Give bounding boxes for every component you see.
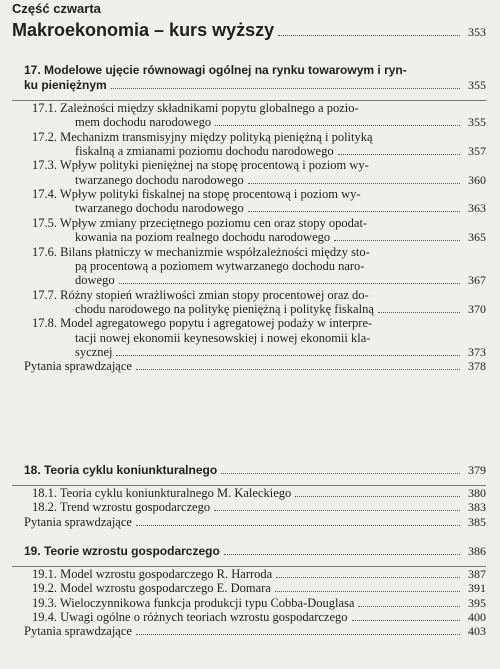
entry-text: 18. Teoria cyklu koniunkturalnego	[24, 463, 218, 477]
section-entry	[75, 331, 370, 345]
page-number: 365	[468, 230, 486, 245]
section-entry	[32, 500, 486, 515]
dot-leader	[215, 124, 460, 126]
entry-text: ku pieniężnym	[24, 78, 107, 92]
entry-text: 18.2. Trend wzrostu gospodarczego	[32, 500, 211, 515]
page-number: 355	[468, 78, 486, 92]
section-entry	[32, 596, 486, 611]
entry-text: 17.1. Zależności między składnikami popytu globalnego a pozio-	[32, 101, 359, 115]
section-entry	[75, 345, 486, 360]
dot-leader	[136, 524, 460, 526]
review-questions-entry	[24, 515, 486, 530]
page-number: 403	[468, 624, 486, 639]
section-entry	[75, 144, 486, 159]
section-entry	[75, 273, 486, 288]
dot-leader	[136, 633, 460, 635]
section-entry	[75, 201, 486, 216]
page-number: 370	[468, 301, 486, 316]
page-number: 391	[468, 581, 486, 596]
section-entry	[32, 187, 361, 201]
chapter-title	[24, 78, 486, 93]
entry-text: 19. Teorie wzrostu gospodarczego	[24, 544, 220, 558]
page-number: 357	[468, 144, 486, 159]
dot-leader	[352, 619, 460, 621]
section-entry	[32, 288, 369, 302]
dot-leader	[248, 210, 460, 212]
dot-leader	[214, 509, 460, 511]
section-entry	[32, 316, 372, 330]
section-entry	[75, 115, 486, 130]
dot-leader	[136, 368, 460, 370]
entry-text: Pytania sprawdzające	[24, 514, 132, 529]
section-entry	[75, 230, 486, 245]
entry-text: 19.3. Wieloczynnikowa funkcja produkcji typu Cobba-Douglasa	[32, 595, 355, 610]
dot-leader	[334, 239, 460, 241]
section-entry	[32, 486, 486, 501]
entry-text: sycznej	[75, 344, 113, 359]
page-number: 383	[468, 500, 486, 515]
page-number: 386	[468, 544, 486, 558]
page-number: 355	[468, 115, 486, 130]
page-number: 385	[468, 514, 486, 529]
dot-leader	[248, 182, 460, 184]
dot-leader	[119, 282, 460, 284]
review-questions-entry	[24, 359, 486, 374]
entry-text: 17. Modelowe ujęcie równowagi ogólnej na rynku towarowym i ryn-	[24, 63, 407, 77]
chapter-title	[24, 463, 486, 478]
entry-text: 17.5. Wpływ zmiany przeciętnego poziomu cen oraz stopy opodat-	[32, 215, 368, 230]
entry-text: twarzanego dochodu narodowego	[75, 201, 244, 216]
dot-leader	[278, 34, 460, 36]
dot-leader	[338, 153, 460, 155]
entry-text: 17.3. Wpływ polityki pieniężnej na stopę procentową i poziom wy-	[32, 158, 369, 173]
part-title-row	[12, 20, 486, 41]
dot-leader	[221, 472, 460, 474]
page-number: 373	[468, 344, 486, 359]
entry-text: mem dochodu narodowego	[75, 115, 212, 130]
page-number: 400	[468, 610, 486, 625]
page-number: 380	[468, 486, 486, 500]
entry-text: 17.6. Bilans płatniczy w mechanizmie współzależności między sto-	[32, 244, 370, 259]
entry-text: 19.1. Model wzrostu gospodarczego R. Harroda	[32, 567, 273, 581]
review-questions-entry	[24, 624, 486, 639]
entry-text: 18.1. Teoria cyklu koniunkturalnego M. Kaleckiego	[32, 486, 292, 500]
section-entry	[32, 158, 369, 172]
entry-text: chodu narodowego na politykę pieniężną i politykę fiskalną	[75, 301, 374, 316]
part-label: Część czwarta	[12, 1, 101, 16]
dot-leader	[275, 590, 460, 592]
section-entry	[32, 581, 486, 596]
page-number: 379	[468, 463, 486, 477]
entry-text: Pytania sprawdzające	[24, 359, 132, 374]
part-title: Makroekonomia – kurs wyższy	[12, 20, 275, 40]
entry-text: fiskalną a zmianami poziomu dochodu narodowego	[75, 144, 334, 159]
section-entry	[32, 567, 486, 582]
section-entry	[32, 610, 486, 625]
dot-leader	[224, 553, 460, 555]
entry-text: dowego	[75, 273, 115, 288]
entry-text: tacji nowej ekonomii keynesowskiej i nowej ekonomii kla-	[75, 330, 371, 345]
entry-text: 19.2. Model wzrostu gospodarczego E. Domara	[32, 581, 271, 596]
dot-leader	[116, 354, 460, 356]
entry-text: 17.7. Różny stopień wrażliwości zmian stopy procentowej oraz do-	[32, 287, 369, 302]
entry-text: 17.4. Wpływ polityki fiskalnej na stopę procentową i poziom wy-	[32, 187, 361, 202]
entry-text: 19.4. Uwagi ogólne o różnych teoriach wzrostu gospodarczego	[32, 610, 348, 625]
dot-leader	[111, 87, 460, 89]
entry-text: pą procentową a poziomem wytwarzanego dochodu naro-	[75, 258, 365, 273]
page-number: 360	[468, 172, 486, 187]
section-entry	[75, 173, 486, 188]
entry-text: twarzanego dochodu narodowego	[75, 172, 244, 187]
page-number: 387	[468, 567, 486, 581]
dot-leader	[358, 605, 460, 607]
page-number: 363	[468, 201, 486, 216]
page-number: 353	[468, 25, 486, 39]
dot-leader	[378, 311, 460, 313]
entry-text: 17.8. Model agregatowego popytu i agregatowej podaży w interpre-	[32, 316, 373, 331]
section-entry	[32, 245, 370, 259]
dot-leader	[276, 576, 460, 578]
section-entry	[75, 302, 486, 317]
chapter-title	[24, 63, 407, 77]
entry-text: kowania na poziom realnego dochodu narodowego	[75, 230, 331, 245]
entry-text: 17.2. Mechanizm transmisyjny między polityką pieniężną i polityką	[32, 129, 373, 144]
section-entry	[32, 130, 373, 144]
page-number: 395	[468, 595, 486, 610]
chapter-title	[24, 544, 486, 559]
page-number: 378	[468, 359, 486, 374]
section-entry	[32, 101, 359, 115]
dot-leader	[295, 495, 460, 497]
page-number: 367	[468, 273, 486, 288]
section-entry	[32, 216, 367, 230]
entry-text: Pytania sprawdzające	[24, 624, 132, 639]
section-entry	[75, 259, 364, 273]
